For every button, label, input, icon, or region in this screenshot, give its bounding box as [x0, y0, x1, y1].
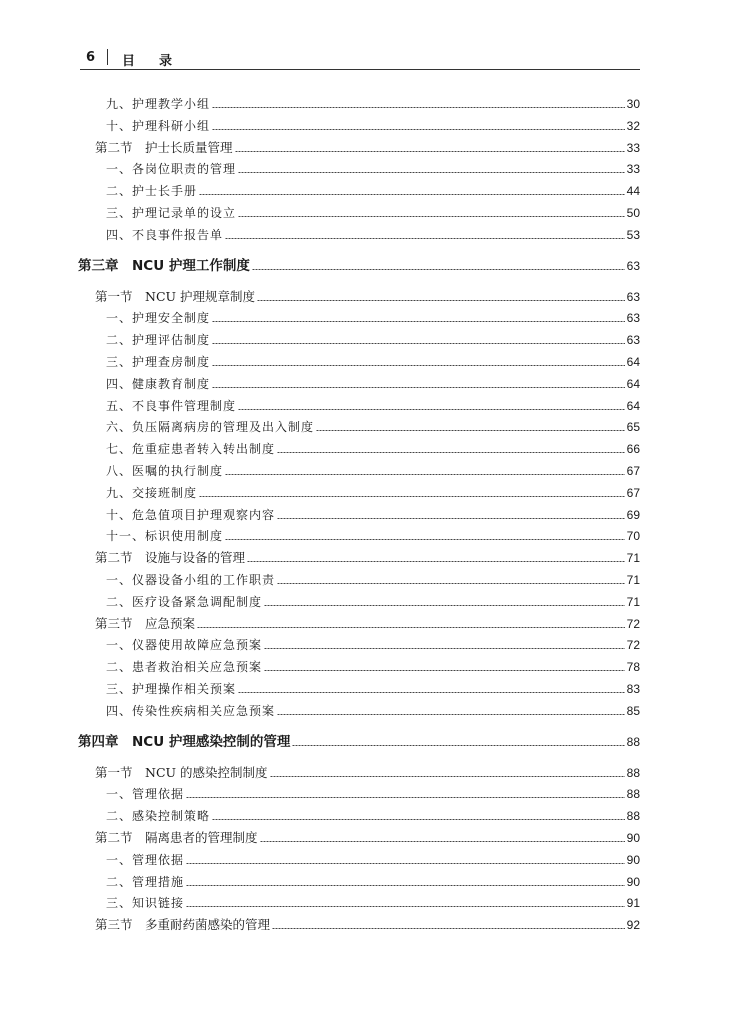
- toc-entry-title: 八、医嘱的执行制度: [106, 464, 224, 478]
- toc-entry-page: 90: [626, 831, 640, 845]
- toc-entry-page: 63: [626, 258, 640, 273]
- dot-leader: [212, 321, 625, 322]
- toc-entry-title: 第二节 护士长质量管理: [95, 139, 233, 155]
- toc-entry-page: 90: [626, 852, 640, 867]
- toc-item-entry[interactable]: [106, 310, 640, 326]
- toc-entry-title: 一、仪器设备小组的工作职责: [106, 573, 276, 587]
- dot-leader: [238, 216, 625, 217]
- toc-entry-title: 三、护理操作相关预案: [106, 682, 237, 696]
- dot-leader: [212, 107, 625, 108]
- dot-leader: [199, 496, 625, 497]
- dot-leader: [225, 474, 625, 475]
- toc-item-entry[interactable]: [106, 485, 640, 501]
- dot-leader: [264, 605, 625, 606]
- toc-section-entry[interactable]: [95, 917, 640, 933]
- dot-leader: [225, 238, 625, 239]
- toc-item-entry[interactable]: [106, 376, 640, 392]
- toc-entry-title: 第一节 NCU 护理规章制度: [95, 288, 256, 304]
- toc-entry-page: 71: [626, 594, 640, 609]
- toc-entry-page: 91: [626, 896, 640, 911]
- dot-leader: [238, 692, 625, 693]
- toc-entry-title: 五、不良事件管理制度: [106, 398, 237, 413]
- dot-leader: [247, 561, 625, 562]
- dot-leader: [270, 776, 625, 777]
- dot-leader: [292, 745, 624, 746]
- toc-entry-page: 88: [626, 765, 640, 780]
- toc-entry-title: 十、护理科研小组: [106, 118, 211, 133]
- toc-entry-page: 64: [626, 355, 640, 369]
- toc-entry-page: 78: [626, 660, 640, 675]
- toc-section-entry[interactable]: [95, 765, 640, 781]
- toc-entry-page: 85: [626, 703, 640, 718]
- toc-entry-page: 71: [626, 551, 640, 566]
- toc-section-entry[interactable]: [95, 140, 640, 156]
- dot-leader: [277, 583, 625, 584]
- toc-entry-page: 72: [626, 616, 640, 631]
- toc-entry-page: 66: [626, 442, 640, 457]
- toc-entry-title: 第三章 NCU 护理工作制度: [78, 257, 250, 274]
- toc-entry-title: 三、护理记录单的设立: [106, 206, 237, 220]
- toc-entry-page: 83: [626, 682, 640, 696]
- toc-entry-page: 67: [626, 464, 640, 478]
- toc-entry-page: 63: [626, 311, 640, 326]
- toc-entry-title: 第二节 隔离患者的管理制度: [95, 830, 258, 845]
- toc-entry-title: 十一、标识使用制度: [106, 529, 224, 544]
- toc-item-entry[interactable]: [106, 659, 640, 675]
- toc-entry-title: 二、管理措施: [106, 874, 185, 889]
- toc-chapter-entry[interactable]: [78, 734, 640, 750]
- toc-entry-title: 二、患者救治相关应急预案: [106, 660, 263, 675]
- toc-entry-title: 四、传染性疾病相关应急预案: [106, 703, 276, 718]
- toc-entry-page: 69: [626, 507, 640, 522]
- toc-item-entry[interactable]: [106, 118, 640, 134]
- toc-section-entry[interactable]: [95, 830, 640, 846]
- toc-entry-title: 一、仪器使用故障应急预案: [106, 638, 263, 653]
- toc-item-entry[interactable]: [106, 332, 640, 348]
- toc-entry-page: 44: [626, 184, 640, 199]
- toc-entry-title: 三、护理查房制度: [106, 355, 211, 369]
- toc-item-entry[interactable]: [106, 398, 640, 414]
- toc-entry-title: 二、医疗设备紧急调配制度: [106, 594, 263, 609]
- dot-leader: [199, 194, 625, 195]
- toc-chapter-entry[interactable]: [78, 258, 640, 274]
- dot-leader: [264, 648, 625, 649]
- toc-entry-page: 63: [626, 333, 640, 348]
- toc-entry-page: 64: [626, 376, 640, 391]
- dot-leader: [238, 172, 625, 173]
- toc-item-entry[interactable]: [106, 852, 640, 868]
- toc-entry-page: 30: [626, 97, 640, 111]
- toc-entry-title: 一、护理安全制度: [106, 311, 211, 326]
- toc-entry-title: 四、不良事件报告单: [106, 227, 224, 242]
- toc-item-entry[interactable]: [106, 572, 640, 588]
- dot-leader: [212, 365, 625, 366]
- dot-leader: [225, 539, 625, 540]
- dot-leader: [212, 343, 625, 344]
- dot-leader: [186, 906, 625, 907]
- toc-section-entry[interactable]: [95, 616, 640, 632]
- toc-item-entry[interactable]: [106, 227, 640, 243]
- dot-leader: [186, 863, 625, 864]
- toc-entry-page: 88: [626, 787, 640, 802]
- toc-entry-title: 七、危重症患者转入转出制度: [106, 442, 276, 457]
- dot-leader: [260, 841, 625, 842]
- toc-entry-title: 一、管理依据: [106, 787, 185, 802]
- toc-entry-page: 92: [626, 918, 640, 933]
- toc-entry-page: 53: [626, 227, 640, 242]
- dot-leader: [277, 452, 625, 453]
- dot-leader: [277, 714, 625, 715]
- dot-leader: [212, 819, 625, 820]
- toc-item-entry[interactable]: [106, 786, 640, 802]
- dot-leader: [264, 670, 625, 671]
- toc-entry-page: 67: [626, 485, 640, 500]
- dot-leader: [238, 409, 625, 410]
- toc-section-entry[interactable]: [95, 289, 640, 305]
- toc-entry-page: 33: [626, 162, 640, 177]
- toc-item-entry[interactable]: [106, 681, 640, 697]
- toc-entry-page: 71: [626, 573, 640, 587]
- header-title: 目录: [122, 54, 197, 69]
- toc-entry-page: 32: [626, 118, 640, 133]
- toc-entry-title: 二、感染控制策略: [106, 809, 211, 824]
- toc-item-entry[interactable]: [106, 463, 640, 479]
- dot-leader: [277, 518, 625, 519]
- dot-leader: [186, 885, 625, 886]
- dot-leader: [212, 129, 625, 130]
- toc-entry-page: 88: [626, 809, 640, 824]
- toc-entry-page: 63: [626, 289, 640, 304]
- toc-entry-title: 六、负压隔离病房的管理及出入制度: [106, 420, 315, 435]
- dot-leader: [212, 387, 625, 388]
- toc-entry-title: 二、护士长手册: [106, 184, 198, 199]
- toc-entry-page: 88: [626, 734, 640, 749]
- toc-item-entry[interactable]: [106, 183, 640, 199]
- toc-entry-title: 一、管理依据: [106, 852, 185, 867]
- page-number: 6: [86, 50, 96, 65]
- dot-leader: [316, 430, 625, 431]
- toc-section-entry[interactable]: [95, 550, 640, 566]
- toc-item-entry[interactable]: [106, 354, 640, 370]
- toc-entry-page: 65: [626, 420, 640, 435]
- dot-leader: [272, 928, 625, 929]
- toc-item-entry[interactable]: [106, 528, 640, 544]
- toc-item-entry[interactable]: [106, 161, 640, 177]
- toc-entry-page: 64: [626, 398, 640, 413]
- toc-item-entry[interactable]: [106, 594, 640, 610]
- toc-entry-title: 四、健康教育制度: [106, 376, 211, 391]
- toc-entry-title: 第三节 多重耐药菌感染的管理: [95, 917, 271, 933]
- dot-leader: [257, 300, 625, 301]
- dot-leader: [186, 797, 625, 798]
- toc-entry-title: 第一节 NCU 的感染控制制度: [95, 764, 268, 780]
- toc-entry-title: 九、交接班制度: [106, 485, 198, 500]
- toc-item-entry[interactable]: [106, 703, 640, 719]
- toc-item-entry[interactable]: [106, 507, 640, 523]
- dot-leader: [235, 151, 625, 152]
- toc-entry-page: 72: [626, 638, 640, 653]
- toc-item-entry[interactable]: [106, 96, 640, 112]
- toc-entry-title: 九、护理教学小组: [106, 97, 211, 111]
- toc-item-entry[interactable]: [106, 895, 640, 911]
- toc-item-entry[interactable]: [106, 637, 640, 653]
- toc-item-entry[interactable]: [106, 419, 640, 435]
- toc-entry-title: 第二节 设施与设备的管理: [95, 550, 246, 566]
- toc-item-entry[interactable]: [106, 874, 640, 890]
- toc-entry-page: 50: [626, 206, 640, 220]
- toc-entry-page: 70: [626, 529, 640, 544]
- toc-entry-title: 十、危急值项目护理观察内容: [106, 507, 276, 522]
- dot-leader: [197, 627, 625, 628]
- dot-leader: [252, 269, 625, 270]
- toc-entry-title: 二、护理评估制度: [106, 333, 211, 348]
- toc-entry-page: 90: [626, 874, 640, 889]
- toc-entry-title: 第四章 NCU 护理感染控制的管理: [78, 733, 291, 750]
- toc-entry-title: 三、知识链接: [106, 896, 185, 911]
- toc-item-entry[interactable]: [106, 441, 640, 457]
- toc-item-entry[interactable]: [106, 808, 640, 824]
- toc-entry-title: 一、各岗位职责的管理: [106, 162, 237, 177]
- toc-item-entry[interactable]: [106, 205, 640, 221]
- toc-entry-title: 第三节 应急预案: [95, 615, 196, 631]
- toc-entry-page: 33: [626, 140, 640, 155]
